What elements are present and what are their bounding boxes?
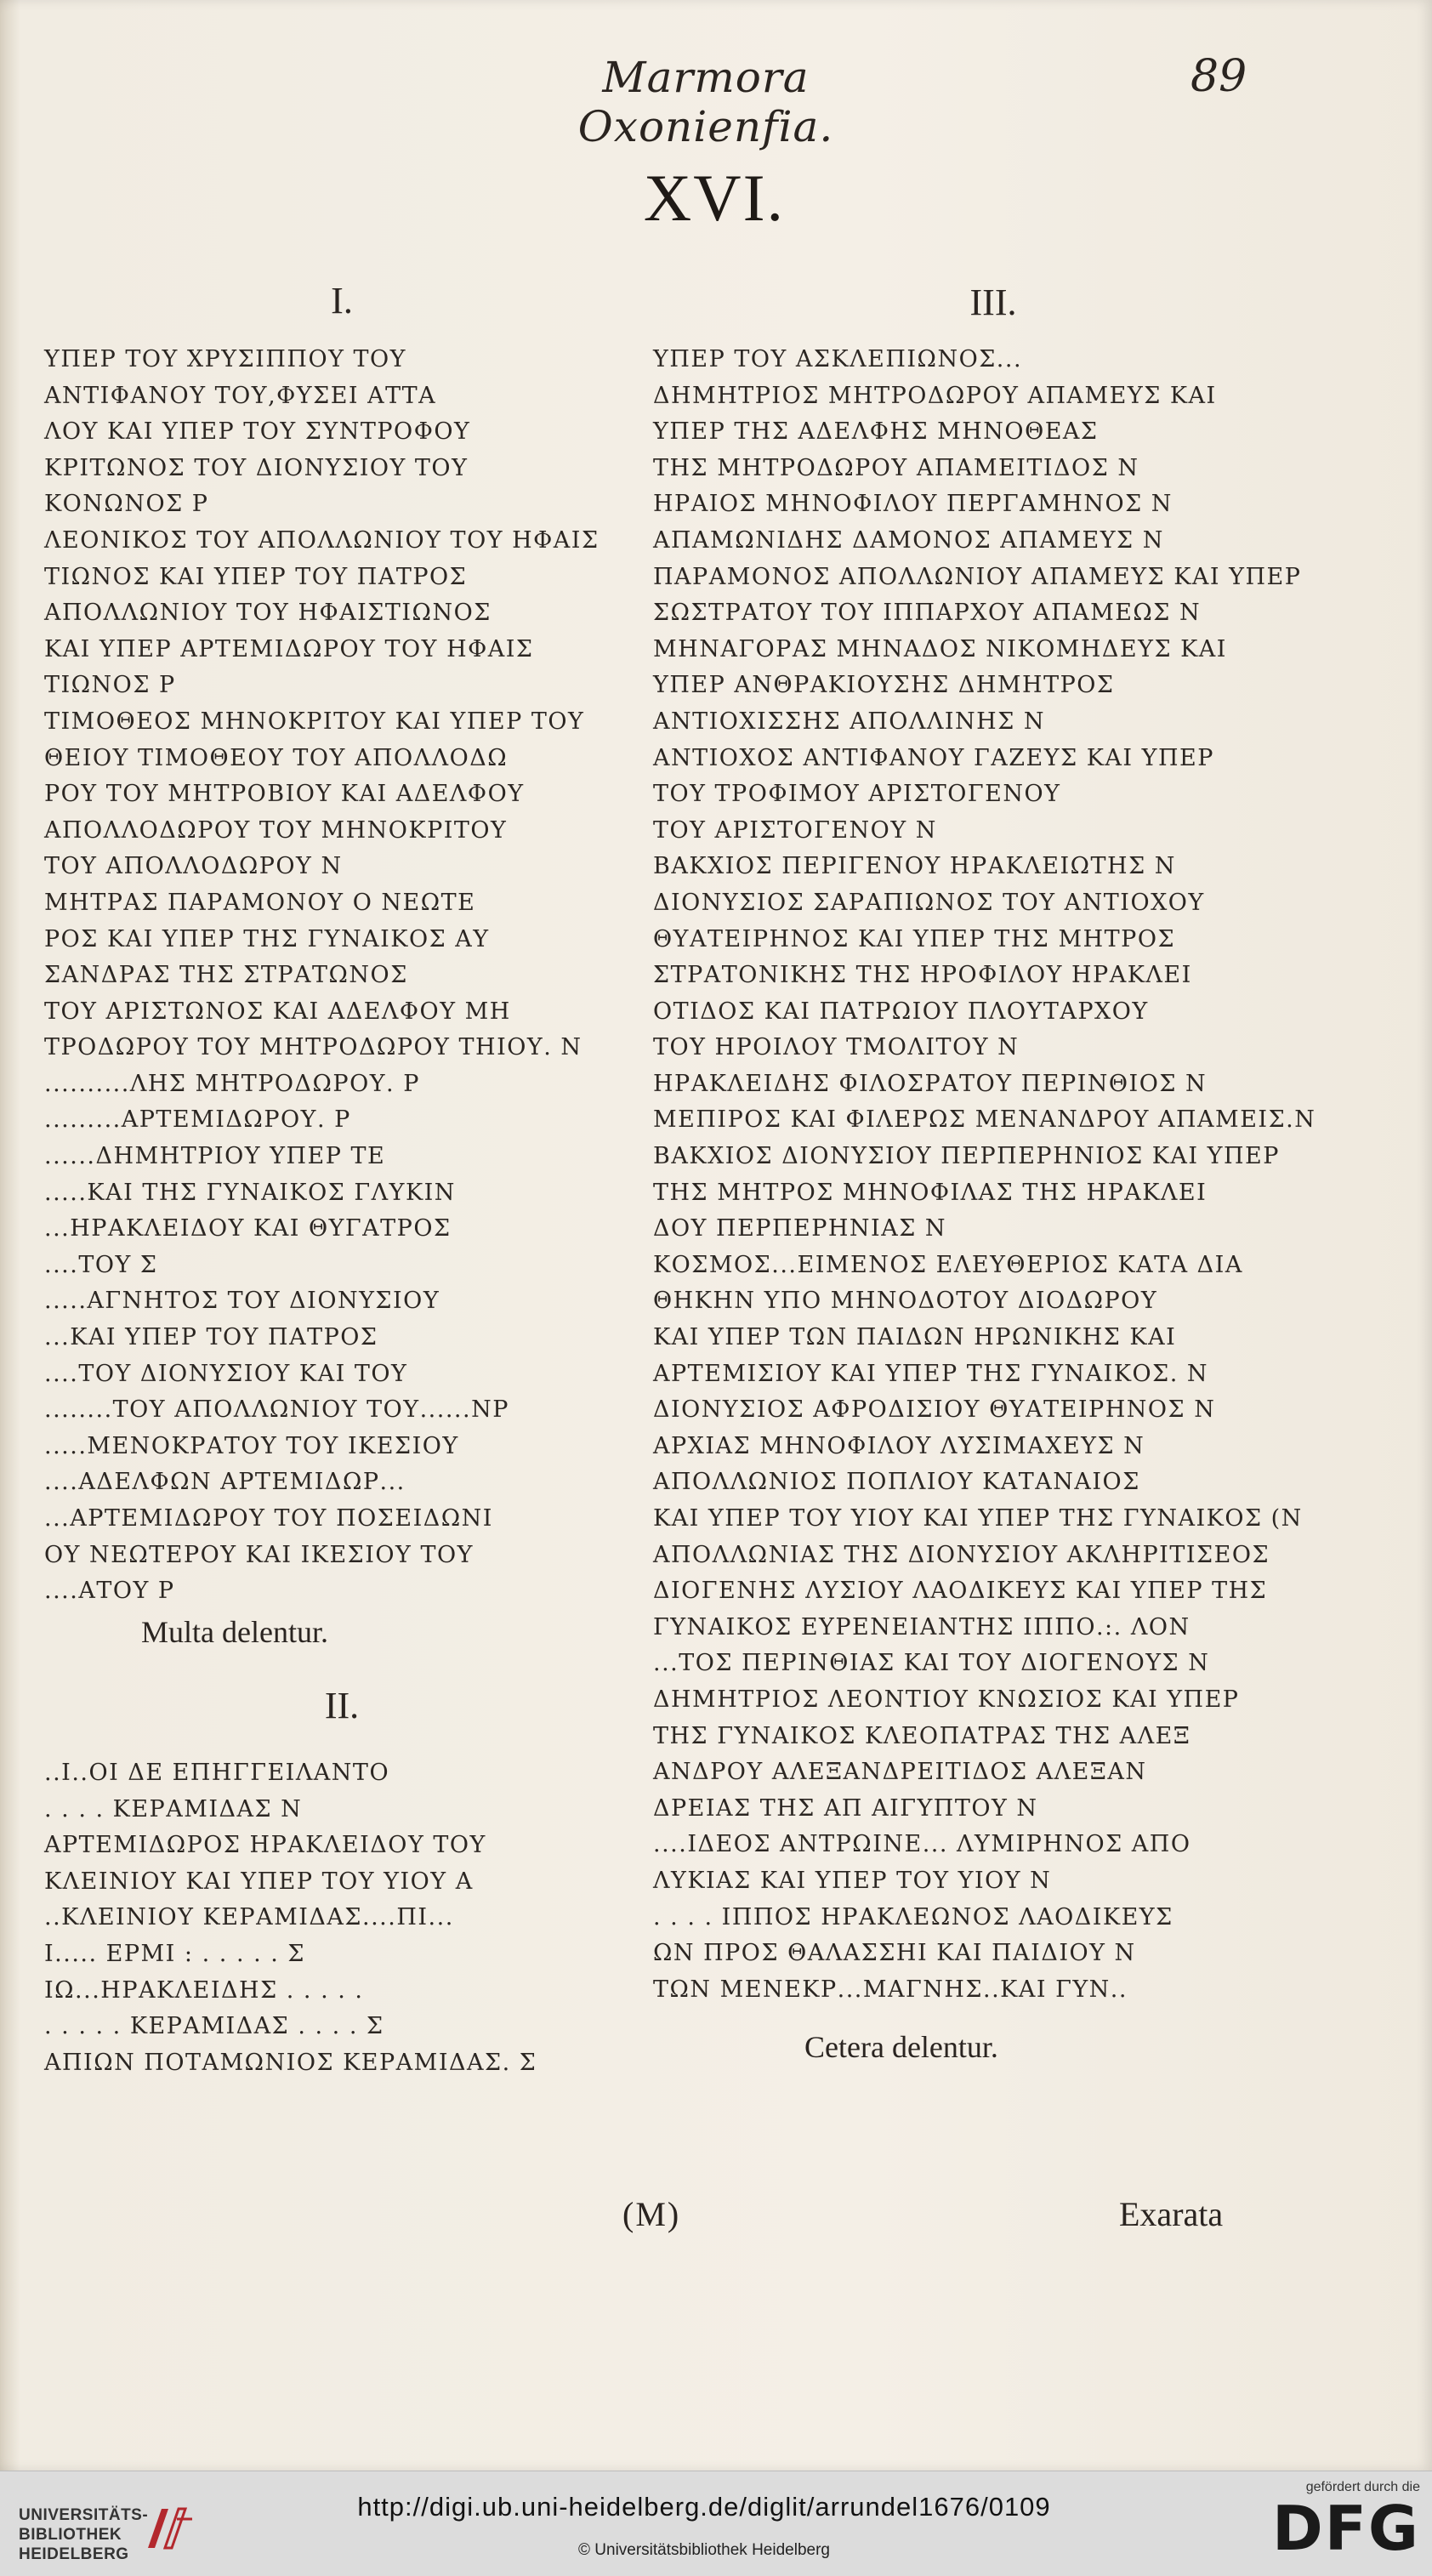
inscription-line: ΔΙΟΝΥΣΙΟΣ ΑΦΡΟΔΙΣΙΟΥ ΘΥΑΤΕΙΡΗΝΟΣ Ν	[653, 1396, 1216, 1424]
inscription-line: ΡΟΥ ΤΟΥ ΜΗΤΡΟΒΙΟΥ ΚΑΙ ΑΔΕΛΦΟΥ	[44, 781, 525, 808]
section-iii-lines	[653, 342, 1316, 2008]
inscription-line: ΤΗΣ ΓΥΝΑΙΚΟΣ ΚΛΕΟΠΑΤΡΑΣ ΤΗΣ ΑΛΕΞ	[653, 1722, 1191, 1749]
institution-line-2: BIBLIOTHEK	[19, 2526, 122, 2544]
inscription-line: ....ΤΟΥ ΔΙΟΝΥΣΙΟΥ ΚΑΙ ΤΟΥ	[44, 1360, 408, 1387]
inscription-line: ΑΝΔΡΟΥ ΑΛΕΞΑΝΔΡΕΙΤΙΔΟΣ ΑΛΕΞΑΝ	[653, 1759, 1147, 1786]
inscription-line: ΤΡΟΔΩΡΟΥ ΤΟΥ ΜΗΤΡΟΔΩΡΟΥ ΤΗΙΟΥ. Ν	[44, 1034, 582, 1061]
inscription-line: ΘΥΑΤΕΙΡΗΝΟΣ ΚΑΙ ΥΠΕΡ ΤΗΣ ΜΗΤΡΟΣ	[653, 925, 1176, 952]
inscription-line: ΑΝΤΙΦΑΝΟΥ ΤΟΥ,ΦΥΣΕΙ ΑΤΤΑ	[44, 382, 437, 409]
inscription-line: .....ΜΕΝΟΚΡΑΤΟΥ ΤΟΥ ΙΚΕΣΙΟΥ	[44, 1432, 459, 1459]
section-ii-lines	[44, 1755, 537, 2081]
inscription-line: ΚΑΙ ΥΠΕΡ ΤΟΥ ΥΙΟΥ ΚΑΙ ΥΠΕΡ ΤΗΣ ΓΥΝΑΙΚΟΣ (Ν	[653, 1505, 1303, 1532]
inscription-line: ........ΤΟΥ ΑΠΟΛΛΩΝΙΟΥ ΤΟΥ......ΝΡ	[44, 1396, 509, 1424]
inscription-line: ΤΗΣ ΜΗΤΡΟΔΩΡΟΥ ΑΠΑΜΕΙΤΙΔΟΣ Ν	[653, 454, 1139, 481]
inscription-line: ΙΩ...ΗΡΑΚΛΕΙΔΗΣ . . . . .	[44, 1976, 364, 2004]
section-iii-closing-note: Cetera delentur.	[804, 2030, 998, 2064]
inscription-line: .....ΚΑΙ ΤΗΣ ΓΥΝΑΙΚΟΣ ΓΛΥΚΙΝ	[44, 1179, 456, 1206]
dfg-logo: DFG	[1271, 2493, 1420, 2564]
university-library-logo	[19, 2505, 148, 2564]
inscription-line: ΤΩΝ ΜΕΝΕΚΡ...ΜΑΓΝΗΣ..ΚΑΙ ΓΥΝ..	[653, 1976, 1128, 2003]
inscription-line: ΑΡΤΕΜΙΣΙΟΥ ΚΑΙ ΥΠΕΡ ΤΗΣ ΓΥΝΑΙΚΟΣ. Ν	[653, 1360, 1208, 1387]
inscription-line: ΔΡΕΙΑΣ ΤΗΣ ΑΠ ΑΙΓΥΠΤΟΥ Ν	[653, 1794, 1038, 1822]
inscription-line: . . . . ΙΠΠΟΣ ΗΡΑΚΛΕΩΝΟΣ ΛΑΟΔΙΚΕΥΣ	[653, 1903, 1173, 1931]
inscription-line: ΤΟΥ ΑΡΙΣΤΟΓΕΝΟΥ Ν	[653, 816, 937, 844]
inscription-line: ΑΠΟΛΛΩΝΙΟΥ ΤΟΥ ΗΦΑΙΣΤΙΩΝΟΣ	[44, 600, 492, 627]
inscription-line: ΤΟΥ ΤΡΟΦΙΜΟΥ ΑΡΙΣΤΟΓΕΝΟΥ	[653, 781, 1061, 808]
inscription-line: Ι..... ΕΡΜΙ : . . . . . Σ	[44, 1940, 306, 1967]
inscription-line: ΑΠΑΜΩΝΙΔΗΣ ΔΑΜΟΝΟΣ ΑΠΑΜΕΥΣ Ν	[653, 526, 1164, 554]
inscription-line: ΘΕΙΟΥ ΤΙΜΟΘΕΟΥ ΤΟΥ ΑΠΟΛΛΟΔΩ	[44, 744, 509, 771]
inscription-line: ....ΙΔΕΟΣ ΑΝΤΡΩΙΝΕ... ΛΥΜΙΡΗΝΟΣ ΑΠΟ	[653, 1831, 1191, 1858]
inscription-line: ΥΠΕΡ ΤΟΥ ΧΡΥΣΙΠΠΟΥ ΤΟΥ	[44, 346, 406, 372]
inscription-line: ..ΚΛΕΙΝΙΟΥ ΚΕΡΑΜΙΔΑΣ....ΠΙ...	[44, 1904, 454, 1931]
institution-line-1: UNIVERSITÄTS-	[19, 2506, 149, 2524]
inscription-line: ΤΟΥ ΑΡΙΣΤΩΝΟΣ ΚΑΙ ΑΔΕΛΦΟΥ ΜΗ	[44, 998, 511, 1025]
inscription-number: XVI.	[643, 161, 786, 235]
inscription-line: ΜΗΝΑΓΟΡΑΣ ΜΗΝΑΔΟΣ ΝΙΚΟΜΗΔΕΥΣ ΚΑΙ	[653, 635, 1227, 662]
section-heading-iii: III.	[969, 281, 1017, 323]
page-number: 89	[1190, 51, 1247, 102]
inscription-line: ΛΥΚΙΑΣ ΚΑΙ ΥΠΕΡ ΤΟΥ ΥΙΟΥ Ν	[653, 1867, 1052, 1894]
inscription-line: ...ΤΟΣ ΠΕΡΙΝΘΙΑΣ ΚΑΙ ΤΟΥ ΔΙΟΓΕΝΟΥΣ Ν	[653, 1650, 1210, 1677]
inscription-line: ...ΚΑΙ ΥΠΕΡ ΤΟΥ ΠΑΤΡΟΣ	[44, 1324, 378, 1351]
inscription-line: ΔΙΟΝΥΣΙΟΣ ΣΑΡΑΠΙΩΝΟΣ ΤΟΥ ΑΝΤΙΟΧΟΥ	[653, 889, 1205, 916]
inscription-line: ....ΑΤΟΥ Ρ	[44, 1578, 175, 1605]
inscription-line: ΒΑΚΧΙΟΣ ΔΙΟΝΥΣΙΟΥ ΠΕΡΠΕΡΗΝΙΟΣ ΚΑΙ ΥΠΕΡ	[653, 1143, 1280, 1170]
inscription-line: ΤΙΩΝΟΣ Ρ	[44, 672, 176, 699]
copyright-notice: © Universitätsbibliothek Heidelberg	[578, 2541, 830, 2559]
inscription-line: ΗΡΑΙΟΣ ΜΗΝΟΦΙΛΟΥ ΠΕΡΓΑΜΗΝΟΣ Ν	[653, 491, 1173, 518]
inscription-line: .........ΑΡΤΕΜΙΔΩΡΟΥ. Ρ	[44, 1106, 351, 1134]
inscription-line: ΚΟΣΜΟΣ...ΕΙΜΕΝΟΣ ΕΛΕΥΘΕΡΙΟΣ ΚΑΤΑ ΔΙΑ	[653, 1251, 1243, 1278]
inscription-line: ....ΤΟΥ Σ	[44, 1251, 158, 1278]
inscription-line: ΜΕΠΙΡΟΣ ΚΑΙ ΦΙΛΕΡΩΣ ΜΕΝΑΝΔΡΟΥ ΑΠΑΜΕΙΣ.Ν	[653, 1106, 1316, 1134]
permalink-url[interactable]: http://digi.ub.uni-heidelberg.de/diglit/arrundel1676/0109	[357, 2492, 1051, 2522]
inscription-line: . . . . ΚΕΡΑΜΙΔΑΣ Ν	[44, 1795, 303, 1823]
inscription-line: ΑΝΤΙΟΧΙΣΣΗΣ ΑΠΟΛΛΙΝΗΣ Ν	[653, 708, 1046, 735]
inscription-line: ΛΕΟΝΙΚΟΣ ΤΟΥ ΑΠΟΛΛΩΝΙΟΥ ΤΟΥ ΗΦΑΙΣ	[44, 526, 600, 554]
inscription-line: ΤΙΩΝΟΣ ΚΑΙ ΥΠΕΡ ΤΟΥ ΠΑΤΡΟΣ	[44, 563, 468, 590]
inscription-line: ΤΙΜΟΘΕΟΣ ΜΗΝΟΚΡΙΤΟΥ ΚΑΙ ΥΠΕΡ ΤΟΥ	[44, 708, 585, 735]
signature-mark: (M)	[622, 2195, 681, 2233]
inscription-line: ΚΑΙ ΥΠΕΡ ΑΡΤΕΜΙΔΩΡΟΥ ΤΟΥ ΗΦΑΙΣ	[44, 635, 534, 662]
inscription-line: ΣΤΡΑΤΟΝΙΚΗΣ ΤΗΣ ΗΡΟΦΙΛΟΥ ΗΡΑΚΛΕΙ	[653, 962, 1192, 989]
digitization-footer	[0, 2471, 1432, 2576]
inscription-line: ΔΙΟΓΕΝΗΣ ΛΥΣΙΟΥ ΛΑΟΔΙΚΕΥΣ ΚΑΙ ΥΠΕΡ ΤΗΣ	[653, 1578, 1268, 1605]
inscription-line: ..........ΛΗΣ ΜΗΤΡΟΔΩΡΟΥ. Ρ	[44, 1070, 420, 1097]
library-emblem-icon	[143, 2502, 197, 2553]
inscription-line: ....ΑΔΕΛΦΩΝ ΑΡΤΕΜΙΔΩΡ...	[44, 1469, 406, 1496]
inscription-line: ΛΟΥ ΚΑΙ ΥΠΕΡ ΤΟΥ ΣΥΝΤΡΟΦΟΥ	[44, 418, 471, 446]
inscription-line: .....ΑΓΝΗΤΟΣ ΤΟΥ ΔΙΟΝΥΣΙΟΥ	[44, 1288, 440, 1315]
inscription-line: ΑΝΤΙΟΧΟΣ ΑΝΤΙΦΑΝΟΥ ΓΑΖΕΥΣ ΚΑΙ ΥΠΕΡ	[653, 744, 1214, 771]
inscription-line: ...ΑΡΤΕΜΙΔΩΡΟΥ ΤΟΥ ΠΟΣΕΙΔΩΝΙ	[44, 1505, 493, 1532]
inscription-line: ΟΤΙΔΟΣ ΚΑΙ ΠΑΤΡΩΙΟΥ ΠΛΟΥΤΑΡΧΟΥ	[653, 998, 1149, 1025]
inscription-line: ..Ι..ΟΙ ΔΕ ΕΠΗΓΓΕΙΛΑΝΤΟ	[44, 1760, 390, 1786]
inscription-line: ΣΩΣΤΡΑΤΟΥ ΤΟΥ ΙΠΠΑΡΧΟΥ ΑΠΑΜΕΩΣ Ν	[653, 600, 1202, 627]
inscription-line: ΤΟΥ ΑΠΟΛΛΟΔΩΡΟΥ Ν	[44, 853, 343, 880]
inscription-line: ......ΔΗΜΗΤΡΙΟΥ ΥΠΕΡ ΤΕ	[44, 1143, 386, 1170]
inscription-line: ΟΥ ΝΕΩΤΕΡΟΥ ΚΑΙ ΙΚΕΣΙΟΥ ΤΟΥ	[44, 1541, 474, 1568]
inscription-line: ΚΛΕΙΝΙΟΥ ΚΑΙ ΥΠΕΡ ΤΟΥ ΥΙΟΥ Α	[44, 1868, 474, 1895]
funder-label: gefördert durch die	[1305, 2480, 1420, 2494]
inscription-line: ΤΟΥ ΗΡΟΙΛΟΥ ΤΜΟΛΙΤΟΥ Ν	[653, 1034, 1020, 1061]
inscription-line: ΘΗΚΗΝ ΥΠΟ ΜΗΝΟΔΟΤΟΥ ΔΙΟΔΩΡΟΥ	[653, 1288, 1158, 1315]
section-i-closing-note: Multa delentur.	[141, 1615, 328, 1649]
inscription-line: ΡΟΣ ΚΑΙ ΥΠΕΡ ΤΗΣ ΓΥΝΑΙΚΟΣ ΑΥ	[44, 925, 490, 952]
inscription-line: ...ΗΡΑΚΛΕΙΔΟΥ ΚΑΙ ΘΥΓΑΤΡΟΣ	[44, 1215, 452, 1243]
section-heading-ii: II.	[324, 1685, 360, 1726]
institution-line-3: HEIDELBERG	[19, 2545, 129, 2563]
inscription-line: ΔΟΥ ΠΕΡΠΕΡΗΝΙΑΣ Ν	[653, 1215, 947, 1243]
inscription-line: ΓΥΝΑΙΚΟΣ ΕΥΡΕΝΕΙΑΝΤΗΣ ΙΠΠΟ.:. ΛΟΝ	[653, 1613, 1190, 1641]
inscription-line: ΚΡΙΤΩΝΟΣ ΤΟΥ ΔΙΟΝΥΣΙΟΥ ΤΟΥ	[44, 454, 469, 481]
inscription-line: ΑΠΟΛΛΩΝΙΟΣ ΠΟΠΛΙΟΥ ΚΑΤΑΝΑΙΟΣ	[653, 1469, 1140, 1496]
inscription-line: ΥΠΕΡ ΤΟΥ ΑΣΚΛΕΠΙΩΝΟΣ...	[653, 346, 1023, 372]
section-i-lines	[44, 342, 600, 1610]
inscription-line: ΚΟΝΩΝΟΣ Ρ	[44, 491, 209, 518]
inscription-line: ΑΠΟΛΛΟΔΩΡΟΥ ΤΟΥ ΜΗΝΟΚΡΙΤΟΥ	[44, 816, 508, 844]
running-head: Marmora Oxonienfia.	[577, 53, 834, 151]
inscription-line: ΥΠΕΡ ΑΝΘΡΑΚΙΟΥΣΗΣ ΔΗΜΗΤΡΟΣ	[653, 672, 1115, 699]
catchword: Exarata	[1119, 2195, 1224, 2233]
section-heading-i: I.	[331, 280, 353, 321]
inscription-line: ΠΑΡΑΜΟΝΟΣ ΑΠΟΛΛΩΝΙΟΥ ΑΠΑΜΕΥΣ ΚΑΙ ΥΠΕΡ	[653, 563, 1302, 590]
inscription-line: . . . . . ΚΕΡΑΜΙΔΑΣ . . . . Σ	[44, 2013, 384, 2040]
inscription-line: ΑΠΙΩΝ ΠΟΤΑΜΩΝΙΟΣ ΚΕΡΑΜΙΔΑΣ. Σ	[44, 2049, 537, 2076]
inscription-line: ΑΠΟΛΛΩΝΙΑΣ ΤΗΣ ΔΙΟΝΥΣΙΟΥ ΑΚΛΗΡΙΤΙΣΕΟΣ	[653, 1541, 1270, 1568]
inscription-line: ΑΡΧΙΑΣ ΜΗΝΟΦΙΛΟΥ ΛΥΣΙΜΑΧΕΥΣ Ν	[653, 1432, 1145, 1459]
inscription-line: ΤΗΣ ΜΗΤΡΟΣ ΜΗΝΟΦΙΛΑΣ ΤΗΣ ΗΡΑΚΛΕΙ	[653, 1179, 1208, 1206]
inscription-line: ΔΗΜΗΤΡΙΟΣ ΜΗΤΡΟΔΩΡΟΥ ΑΠΑΜΕΥΣ ΚΑΙ	[653, 382, 1217, 409]
inscription-line: ΑΡΤΕΜΙΔΩΡΟΣ ΗΡΑΚΛΕΙΔΟΥ ΤΟΥ	[44, 1832, 486, 1859]
inscription-line: ΩΝ ΠΡΟΣ ΘΑΛΑΣΣΗΙ ΚΑΙ ΠΑΙΔΙΟΥ Ν	[653, 1940, 1136, 1967]
funder-block	[1267, 2480, 1420, 2562]
inscription-line: ΚΑΙ ΥΠΕΡ ΤΩΝ ΠΑΙΔΩΝ ΗΡΩΝΙΚΗΣ ΚΑΙ	[653, 1324, 1177, 1351]
inscription-line: ΔΗΜΗΤΡΙΟΣ ΛΕΟΝΤΙΟΥ ΚΝΩΣΙΟΣ ΚΑΙ ΥΠΕΡ	[653, 1686, 1240, 1713]
inscription-line: ΗΡΑΚΛΕΙΔΗΣ ΦΙΛΟΣΡΑΤΟΥ ΠΕΡΙΝΘΙΟΣ Ν	[653, 1070, 1208, 1097]
inscription-line: ΣΑΝΔΡΑΣ ΤΗΣ ΣΤΡΑΤΩΝΟΣ	[44, 962, 408, 989]
inscription-line: ΜΗΤΡΑΣ ΠΑΡΑΜΟΝΟΥ Ο ΝΕΩΤΕ	[44, 889, 476, 916]
inscription-line: ΒΑΚΧΙΟΣ ΠΕΡΙΓΕΝΟΥ ΗΡΑΚΛΕΙΩΤΗΣ Ν	[653, 853, 1176, 880]
inscription-line: ΥΠΕΡ ΤΗΣ ΑΔΕΛΦΗΣ ΜΗΝΟΘΕΑΣ	[653, 418, 1099, 446]
